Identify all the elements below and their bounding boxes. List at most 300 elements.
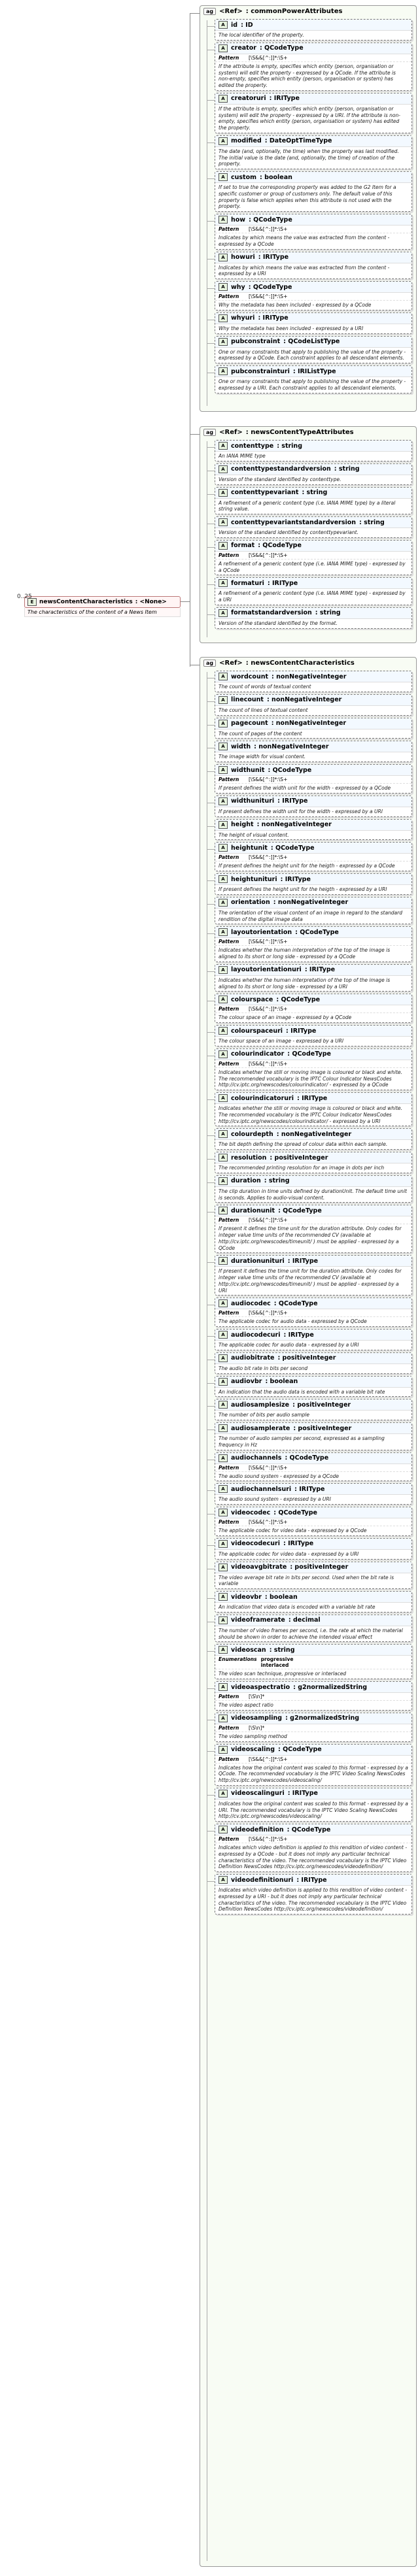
attribute-icon: A — [219, 1509, 228, 1516]
attribute-box[interactable] — [215, 1205, 412, 1253]
attribute-icon: A — [219, 1050, 228, 1058]
attribute-type: : string — [302, 489, 328, 496]
attribute-name: heightunituri — [231, 875, 277, 883]
attribute-name: creator — [231, 44, 256, 52]
attribute-type: : QCodeType — [287, 1826, 331, 1833]
attribute-box[interactable] — [215, 1399, 412, 1420]
attribute-header — [215, 1353, 411, 1364]
attribute-type: : string — [269, 1646, 295, 1654]
attribute-pattern-row — [215, 1693, 411, 1701]
attribute-pattern-row — [215, 1216, 411, 1224]
attribute-icon: A — [219, 254, 228, 261]
attribute-box[interactable] — [215, 819, 412, 841]
attribute-icon: A — [219, 338, 228, 346]
attribute-header — [215, 1562, 411, 1573]
attribute-name: videoscan — [231, 1646, 266, 1654]
attribute-type: : nonNegativeInteger — [254, 743, 329, 750]
attribute-header — [215, 1049, 411, 1060]
pattern-value: [\S\n]* — [249, 1694, 265, 1699]
attribute-name: linecount — [231, 696, 264, 704]
attribute-type: : IRIType — [283, 1540, 314, 1548]
attribute-box[interactable] — [215, 440, 412, 461]
attribute-header — [215, 1026, 411, 1037]
attribute-header — [215, 1205, 411, 1216]
attribute-box[interactable] — [215, 964, 412, 992]
attribute-box[interactable] — [215, 312, 412, 334]
attribute-doc: The count of lines of textual content — [219, 707, 308, 713]
attribute-icon: A — [219, 542, 228, 550]
attribute-icon: A — [219, 1094, 228, 1102]
attribute-header — [215, 1875, 411, 1886]
pattern-value: [\S&&[^:]]*:\S+ — [249, 1217, 288, 1224]
attribute-header — [215, 1745, 411, 1756]
attribute-box[interactable] — [215, 1562, 412, 1590]
attribute-box[interactable] — [215, 214, 412, 250]
attribute-box[interactable] — [215, 1128, 412, 1150]
attribute-box[interactable] — [215, 1297, 412, 1327]
attribute-box[interactable] — [215, 1788, 412, 1822]
attribute-icon: A — [219, 1354, 228, 1362]
attribute-name: formaturi — [231, 579, 264, 587]
attribute-box[interactable] — [215, 718, 412, 739]
attribute-header — [215, 1298, 411, 1309]
attribute-pattern-row — [215, 1518, 411, 1526]
attribute-doc: Indicates whether the still or moving image is coloured or black and white. The recommended vocabulary is the IPTC Colour Indicator NewsCodes http://cv.iptc.org/newscodes/colourindicator/ - expressed by a URI — [219, 1105, 403, 1124]
attribute-doc: If present defines the height unit for the heigth - expressed by a URI — [219, 886, 387, 892]
root-element-box[interactable] — [24, 596, 181, 608]
attribute-type: : IRIType — [258, 254, 289, 261]
attribute-name: videocodecuri — [231, 1540, 280, 1548]
root-element-doc: The characteristics of the content of a News Item — [24, 608, 181, 617]
attribute-header — [215, 93, 411, 105]
attribute-group-header[interactable] — [200, 658, 416, 669]
attribute-box[interactable] — [215, 1681, 412, 1711]
attribute-header — [215, 1256, 411, 1267]
attribute-header — [215, 994, 411, 1005]
attribute-box[interactable] — [215, 171, 412, 212]
attribute-header — [215, 1330, 411, 1341]
pattern-label: Pattern — [219, 293, 239, 299]
attribute-header — [215, 441, 411, 452]
attribute-doc: The video average bit rate in bits per second. Used when the bit rate is variable — [219, 1574, 394, 1587]
attribute-box[interactable] — [215, 281, 412, 310]
pattern-value: [\S&&[^:]]*:\S+ — [249, 293, 288, 299]
pattern-value: [\S&&[^:]]*:\S+ — [249, 777, 288, 782]
attribute-pattern-row — [215, 1309, 411, 1317]
attribute-pattern-row — [215, 293, 411, 301]
pattern-label: Pattern — [219, 1756, 239, 1762]
attribute-box[interactable] — [215, 1452, 412, 1482]
attribute-box[interactable] — [215, 1824, 412, 1872]
attribute-type: : nonNegativeInteger — [276, 1130, 352, 1138]
attribute-icon: A — [219, 518, 228, 526]
attribute-box[interactable] — [215, 607, 412, 629]
attribute-icon: A — [219, 44, 228, 52]
attribute-type: : string — [359, 518, 385, 526]
attribute-doc: Indicates whether the human interpretation of the top of the image is aligned to its short or long side - expressed by a QCode — [219, 947, 391, 960]
attribute-type: : positiveInteger — [290, 1564, 349, 1571]
attribute-header — [215, 1645, 411, 1656]
attribute-header — [215, 1713, 411, 1724]
attribute-box[interactable] — [215, 741, 412, 762]
attribute-box[interactable] — [215, 1025, 412, 1046]
attribute-name: durationunit — [231, 1207, 275, 1214]
attribute-name: id — [231, 21, 238, 29]
attribute-doc: Indicates whether the human interpretation of the top of the image is aligned to its short or long side - expressed by a URI — [219, 977, 391, 990]
attribute-type: : IRIType — [258, 314, 289, 322]
attribute-type: : IRIType — [280, 875, 311, 883]
attribute-header — [215, 1539, 411, 1550]
root-element-name: newsContentCharacteristics — [39, 599, 133, 605]
attribute-name: audiobitrate — [231, 1354, 275, 1362]
attribute-type: : positiveInteger — [292, 1401, 351, 1409]
attribute-header — [215, 578, 411, 589]
attribute-box[interactable] — [215, 671, 412, 692]
attribute-box[interactable] — [215, 1092, 412, 1126]
attribute-name: videoaspectratio — [231, 1683, 290, 1691]
attribute-type: : IRIType — [267, 579, 298, 587]
attribute-type: : IRIType — [287, 1257, 319, 1265]
pattern-value: [\S&&[^:]]*:\S+ — [249, 854, 288, 861]
attribute-icon: A — [219, 1485, 228, 1493]
attribute-doc: Indicates whether the still or moving image is coloured or black and white. The recommended vocabulary is the IPTC Colour Indicator NewsCodes http://cv.iptc.org/newscodes/colourindicator/ - expressed by a QCode — [219, 1069, 403, 1088]
attribute-type: : boolean — [260, 173, 292, 181]
attribute-box[interactable] — [215, 994, 412, 1023]
attribute-pattern-row — [215, 226, 411, 233]
attribute-name: pubconstraint — [231, 338, 281, 345]
attribute-box[interactable] — [215, 135, 412, 169]
attribute-name: colourindicator — [231, 1050, 285, 1058]
attribute-pattern-row — [215, 1756, 411, 1764]
attribute-type: : IRIType — [296, 1094, 328, 1102]
attribute-doc: The orientation of the visual content of an image in regard to the standard rendition of the digital image data — [219, 909, 402, 922]
attribute-name: pubconstrainturi — [231, 367, 290, 375]
attribute-type: : boolean — [264, 1593, 298, 1601]
attribute-header — [215, 927, 411, 938]
attribute-box[interactable] — [215, 1352, 412, 1374]
attribute-icon: A — [219, 21, 228, 29]
attribute-icon: A — [219, 928, 228, 936]
attribute-pattern-row — [215, 54, 411, 62]
attribute-doc: If present it defines the time unit for the duration attribute. Only codes for integer value time units of the recommended CV (available at http://cv.iptc.org/newscodes/timeunit/ ) must be applied - expressed by a URI — [219, 1268, 402, 1294]
attribute-header — [215, 1423, 411, 1434]
attribute-box[interactable] — [215, 336, 412, 364]
attribute-name: contenttypevariant — [231, 489, 299, 496]
attribute-name: howuri — [231, 254, 255, 261]
attribute-doc: The number of video frames per second, i.e. the rate at which the material should be shown in order to achieve the intended visual effect — [219, 1627, 403, 1640]
attribute-pattern-row — [215, 854, 411, 861]
attribute-group-icon: ag — [203, 429, 216, 436]
attribute-box[interactable] — [215, 1644, 412, 1679]
attribute-group-icon: ag — [203, 8, 216, 15]
attribute-box[interactable] — [215, 1713, 412, 1742]
attribute-name: pagecount — [231, 720, 268, 727]
attribute-icon: A — [219, 1424, 228, 1432]
attribute-doc: If present defines the width unit for the width - expressed by a QCode — [219, 785, 391, 791]
attribute-type: : QCodeType — [295, 928, 339, 936]
attribute-name: colourindicatoruri — [231, 1094, 294, 1102]
attribute-box[interactable] — [215, 795, 412, 817]
pattern-value: [\S\n]* — [249, 1724, 265, 1731]
attribute-doc: Indicates how the original content was scaled to this format - expressed by a URI. The recommended vocabulary is the IPTC Video Scaling NewsCodes http://cv.iptc.org/newscodes/videoscaling/ — [219, 1800, 408, 1820]
attribute-box[interactable] — [215, 1152, 412, 1173]
attribute-header — [215, 765, 411, 776]
root-element — [17, 596, 181, 617]
attribute-doc: If present defines the height unit for the heigth - expressed by a QCode — [219, 863, 395, 869]
pattern-value: [\S&&[^:]]*:\S+ — [249, 1519, 288, 1525]
attribute-doc: If the attribute is empty, specifies which entity (person, organisation or system) will edit the property - expressed by a URI. If the attribute is non-empty, specifies which entity (person, organisation or system) has edited the property. — [219, 105, 400, 131]
attribute-type: : IRIType — [287, 1790, 318, 1798]
attribute-name: orientation — [231, 899, 270, 907]
pattern-value: [\S&&[^:]]*:\S+ — [249, 1756, 288, 1762]
attribute-group — [200, 5, 417, 412]
attribute-name: widthunit — [231, 766, 265, 774]
pattern-label: Pattern — [219, 1724, 239, 1731]
attribute-header — [215, 874, 411, 885]
root-element-type: : <None> — [135, 599, 167, 605]
attribute-doc: The number of bits per audio sample — [219, 1412, 309, 1418]
attribute-box[interactable] — [215, 897, 412, 925]
attribute-doc: Indicates which video definition is applied to this rendition of video content - expressed by a QCode - but it does not imply any particular technical characteristics of the video. The recommended vocabulary is the IPTC Video Definition NewsCodes http://cv.iptc.org/newscodes/videodefinition/ — [219, 1845, 408, 1870]
attribute-icon: A — [219, 1746, 228, 1754]
attribute-box[interactable] — [215, 764, 412, 794]
attribute-icon: A — [219, 1401, 228, 1409]
attribute-header — [215, 366, 411, 377]
attribute-box[interactable] — [215, 1591, 412, 1613]
attribute-icon: A — [219, 696, 228, 704]
attribute-header — [215, 282, 411, 293]
attribute-box[interactable] — [215, 1255, 412, 1296]
group-ref: <Ref> — [219, 660, 243, 667]
attribute-box[interactable] — [215, 487, 412, 515]
attribute-name: videodefinition — [231, 1826, 284, 1833]
attribute-type: : nonNegativeInteger — [271, 720, 347, 727]
attribute-doc: The video scan technique, progressive or interlaced — [219, 1671, 347, 1677]
attribute-doc: Indicates by which means the value was extracted from the content - expressed by a URI — [219, 264, 390, 277]
attribute-group-icon: ag — [203, 660, 216, 667]
attribute-box[interactable] — [215, 1175, 412, 1203]
attribute-icon: A — [219, 314, 228, 322]
attribute-icon: A — [219, 1177, 228, 1185]
attribute-box[interactable] — [215, 1376, 412, 1397]
group-name: : newsContentTypeAttributes — [245, 429, 354, 436]
attribute-icon: A — [219, 1331, 228, 1339]
attribute-type: : string — [334, 465, 360, 473]
attribute-doc: The colour space of an image - expressed by a QCode — [219, 1014, 352, 1021]
attribute-name: widthunituri — [231, 797, 275, 805]
attribute-icon: A — [219, 766, 228, 774]
attribute-name: videovbr — [231, 1593, 262, 1601]
connector-line — [181, 601, 190, 602]
group-ref: <Ref> — [219, 8, 243, 15]
attribute-name: how — [231, 216, 246, 224]
attribute-type: : string — [315, 609, 341, 617]
attribute-header — [215, 1453, 411, 1464]
attribute-type: : QCodeType — [278, 1207, 322, 1214]
attribute-pattern-row — [215, 938, 411, 946]
attribute-box[interactable] — [215, 1483, 412, 1505]
attribute-type: : boolean — [265, 1378, 298, 1385]
attribute-type: : DateOptTimeType — [264, 137, 332, 145]
attribute-header — [215, 741, 411, 752]
attribute-icon: A — [219, 1130, 228, 1138]
attribute-header — [215, 252, 411, 263]
attribute-doc: Indicates by which means the value was extracted from the content - expressed by a QCode — [219, 235, 390, 247]
attribute-box[interactable] — [215, 540, 412, 576]
attribute-doc: The recommended printing resolution for an image in dots per inch — [219, 1165, 385, 1171]
attribute-icon: A — [219, 609, 228, 617]
attribute-name: colourspace — [231, 995, 273, 1003]
attribute-header — [215, 1176, 411, 1187]
attribute-icon: A — [219, 844, 228, 852]
attribute-box[interactable] — [215, 93, 412, 133]
attribute-box[interactable] — [215, 842, 412, 871]
attribute-icon: A — [219, 821, 228, 829]
attribute-group-header[interactable] — [200, 427, 416, 438]
attribute-header — [215, 796, 411, 807]
attribute-box[interactable] — [215, 1329, 412, 1350]
attribute-box[interactable] — [215, 1507, 412, 1536]
attribute-name: creatoruri — [231, 95, 266, 103]
attribute-type: : QCodeType — [285, 1454, 329, 1462]
attribute-header — [215, 136, 411, 147]
attribute-icon: A — [219, 173, 228, 181]
attribute-doc: If set to true the corresponding property was added to the G2 Item for a specific customer or group of customers only. The default value of this property is false which applies when this attribute is not used with the property. — [219, 184, 396, 210]
connector-line — [190, 13, 200, 14]
attribute-name: wordcount — [231, 673, 269, 680]
attribute-type: : IRIType — [269, 95, 300, 103]
attribute-icon: A — [219, 1378, 228, 1386]
attribute-doc: Indicates how the original content was scaled to this format - expressed by a QCode. The recommended vocabulary is the IPTC Video Scaling NewsCodes http://cv.iptc.org/newscodes/videoscaling/ — [219, 1764, 408, 1783]
attribute-name: videocodec — [231, 1509, 271, 1516]
attribute-type: : decimal — [288, 1616, 321, 1624]
attribute-doc: If present defines the width unit for the width - expressed by a URI — [219, 808, 383, 814]
attribute-doc: The date (and, optionally, the time) when the property was last modified. The initial value is the date (and, optionally, the time) of creation of the property. — [219, 148, 399, 167]
attribute-group-header[interactable] — [200, 6, 416, 17]
pattern-value: [\S&&[^:]]*:\S+ — [249, 1310, 288, 1316]
attribute-doc: Indicates which video definition is applied to this rendition of video content - expressed by a URI - but it does not imply any particular technical characteristics of the video. The recommended vocabulary is the IPTC Video Definition NewsCodes http://cv.iptc.org/newscodes/videodefinition/ — [219, 1887, 408, 1913]
attribute-doc: The count of pages of the content — [219, 730, 302, 737]
root-occurrence: 0..25 — [17, 594, 32, 600]
attribute-header — [215, 1788, 411, 1799]
attribute-header — [215, 43, 411, 54]
attribute-doc: The clip duration in time units defined by durationUnit. The default time unit is seconds. Applies to audio-visual content. — [219, 1188, 407, 1201]
attribute-icon: A — [219, 1540, 228, 1548]
attribute-type: : string — [277, 442, 302, 450]
attribute-name: format — [231, 542, 255, 550]
attribute-doc: The applicable codec for audio data - expressed by a QCode — [219, 1318, 367, 1325]
attribute-header — [215, 1824, 411, 1835]
attribute-pattern-row — [215, 1464, 411, 1472]
pattern-value: [\S&&[^:]]*:\S+ — [249, 1060, 288, 1067]
attribute-box[interactable] — [215, 873, 412, 895]
attribute-header — [215, 1152, 411, 1163]
attribute-doc: The colour space of an image - expressed by a URI — [219, 1038, 344, 1044]
attribute-icon: A — [219, 1826, 228, 1833]
attribute-icon: A — [219, 216, 228, 224]
attribute-name: width — [231, 743, 251, 750]
attribute-doc: The number of audio samples per second, expressed as a sampling frequency in Hz — [219, 1435, 385, 1448]
attribute-box[interactable] — [215, 463, 412, 485]
attribute-header — [215, 820, 411, 831]
attribute-icon: A — [219, 720, 228, 728]
attribute-type: : QCodeType — [258, 542, 302, 550]
attribute-icon: A — [219, 743, 228, 750]
attribute-icon: A — [219, 875, 228, 883]
attribute-type: : QCodeType — [249, 216, 292, 224]
attribute-header — [215, 337, 411, 348]
attribute-box[interactable] — [215, 365, 412, 393]
attribute-doc: The audio sound system - expressed by a URI — [219, 1496, 331, 1503]
attribute-box[interactable] — [215, 1538, 412, 1560]
attribute-box[interactable] — [215, 1874, 412, 1915]
connector-line — [190, 434, 200, 435]
attribute-name: audiochannels — [231, 1454, 282, 1462]
attribute-type: : string — [264, 1177, 290, 1185]
attribute-pattern-row — [215, 1005, 411, 1013]
attribute-box[interactable] — [215, 1614, 412, 1643]
attribute-doc: Version of the standard identified by contenttypevariant. — [219, 529, 359, 535]
attribute-name: contenttypestandardversion — [231, 465, 331, 473]
attribute-group — [200, 657, 417, 2567]
attribute-icon: A — [219, 1027, 228, 1035]
attribute-header — [215, 671, 411, 682]
attribute-icon: A — [219, 1257, 228, 1265]
attribute-doc: Why the metadata has been included - expressed by a QCode — [219, 302, 372, 308]
pattern-label: Pattern — [219, 552, 239, 558]
attribute-name: layoutorientationuri — [231, 966, 302, 974]
attribute-box[interactable] — [215, 1422, 412, 1450]
attribute-type: : positiveInteger — [293, 1424, 352, 1432]
attribute-pattern-row — [215, 1835, 411, 1843]
attribute-type: : QCodeType — [248, 283, 292, 291]
pattern-value: [\S&&[^:]]*:\S+ — [249, 1464, 288, 1471]
attribute-type: : QCodeType — [273, 1299, 318, 1307]
attribute-type: : IRIType — [296, 1876, 327, 1884]
attribute-doc: A refinement of a generic content type (i.e. IANA MIME type) - expressed by a URI — [219, 590, 406, 603]
attribute-box[interactable] — [215, 577, 412, 605]
attribute-header — [215, 608, 411, 619]
attribute-type: : QCodeType — [287, 1050, 331, 1058]
attribute-header — [215, 313, 411, 324]
attribute-box[interactable] — [215, 516, 412, 538]
attribute-icon: A — [219, 137, 228, 145]
attribute-icon: A — [219, 995, 228, 1003]
attribute-icon: A — [219, 489, 228, 497]
attribute-box[interactable] — [215, 1048, 412, 1090]
pattern-label: Pattern — [219, 1006, 239, 1012]
attribute-header — [215, 1129, 411, 1140]
attribute-box[interactable] — [215, 694, 412, 716]
attribute-type: : QCodeType — [270, 844, 315, 852]
group-name: : commonPowerAttributes — [245, 8, 343, 15]
attribute-icon: A — [219, 1154, 228, 1162]
attribute-header — [215, 1507, 411, 1518]
attribute-type: : QCodeType — [278, 1746, 322, 1753]
attribute-icon: A — [219, 1616, 228, 1624]
element-icon: E — [27, 598, 37, 606]
attribute-name: contenttype — [231, 442, 274, 450]
attribute-box[interactable] — [215, 252, 412, 280]
pattern-label: Pattern — [219, 939, 239, 945]
attribute-box[interactable] — [215, 926, 412, 962]
attribute-box[interactable] — [215, 1744, 412, 1786]
attribute-box[interactable] — [215, 19, 412, 41]
attribute-doc: The height of visual content. — [219, 831, 289, 838]
attribute-header — [215, 718, 411, 729]
attribute-box[interactable] — [215, 42, 412, 91]
attribute-type: : QCodeType — [259, 44, 304, 52]
